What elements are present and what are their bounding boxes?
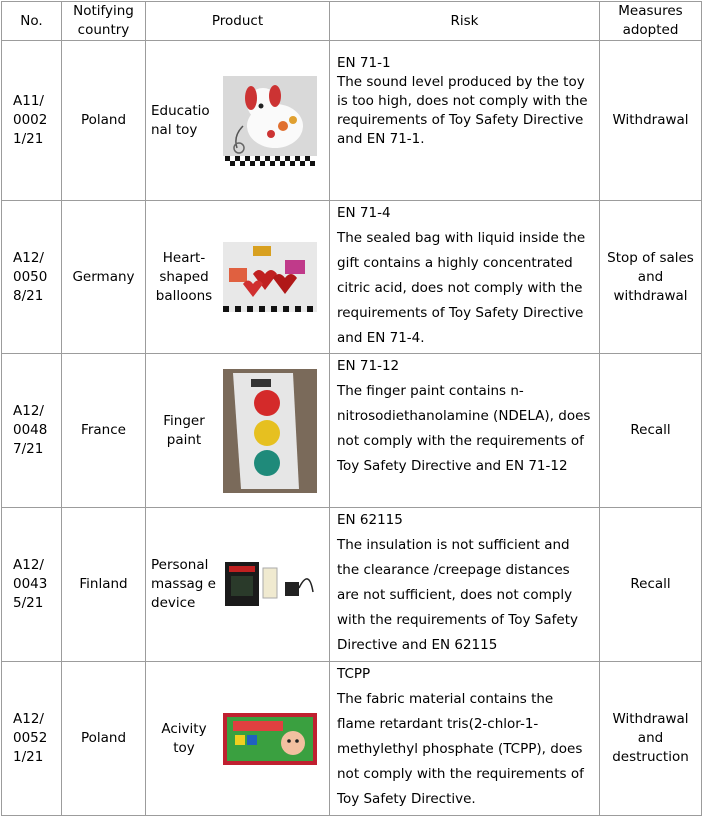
risk-cell	[330, 508, 600, 662]
table-row	[2, 508, 702, 662]
notifying-country: France	[62, 354, 146, 508]
risk-text: The fabric material contains the flame retardant tris(2-chlor-1-methylethyl phosphate (TCPP), does not comply with the requirements of Toy Safety Directive.	[337, 691, 584, 807]
notification-number: A12/ 0048 7/21	[2, 354, 62, 508]
risk-code: EN 71-4	[337, 205, 391, 221]
risk-code: EN 62115	[337, 512, 403, 528]
product-cell	[146, 508, 330, 662]
risk-text: The finger paint contains n-nitrosodiethanolamine (NDELA), does not comply with the requirements of Toy Safety Directive and EN 71-12	[337, 383, 591, 474]
product-cell	[146, 662, 330, 816]
table-row	[2, 354, 702, 508]
heart-balloons-image	[223, 242, 317, 312]
massage-device-image	[223, 560, 317, 610]
measures-adopted: Withdrawal	[600, 41, 702, 201]
notifying-country: Germany	[62, 201, 146, 354]
measures-adopted: Recall	[600, 508, 702, 662]
header-row	[2, 2, 702, 41]
notifying-country: Poland	[62, 41, 146, 201]
measures-adopted: Stop of sales and withdrawal	[600, 201, 702, 354]
header-country: Notifying country	[62, 2, 146, 41]
measures-adopted: Withdrawal and destruction	[600, 662, 702, 816]
risk-text: The sealed bag with liquid inside the gift contains a highly concentrated citric acid, does not comply with the requirements of Toy Safety Directive and EN 71-4.	[337, 230, 586, 346]
finger-paint-image	[223, 369, 317, 493]
measures-adopted: Recall	[600, 354, 702, 508]
product-name: Personal massag e device	[151, 557, 216, 611]
risk-code: EN 71-12	[337, 358, 400, 374]
product-cell	[146, 201, 330, 354]
table-row	[2, 41, 702, 201]
risk-cell	[330, 201, 600, 354]
product-cell	[146, 41, 330, 201]
recalls-table	[1, 1, 702, 816]
risk-cell	[330, 354, 600, 508]
notifying-country: Finland	[62, 508, 146, 662]
risk-code: EN 71-1	[337, 55, 391, 71]
table-row	[2, 662, 702, 816]
notification-number: A12/ 0052 1/21	[2, 662, 62, 816]
header-product: Product	[146, 2, 330, 41]
header-no: No.	[2, 2, 62, 41]
table-row	[2, 201, 702, 354]
toy-dog-image	[223, 76, 317, 166]
product-name: Educatio nal toy	[151, 102, 210, 138]
activity-toy-image	[223, 713, 317, 765]
notification-number: A12/ 0043 5/21	[2, 508, 62, 662]
header-measures: Measures adopted	[600, 2, 702, 41]
notification-number: A11/ 0002 1/21	[2, 41, 62, 201]
risk-cell	[330, 41, 600, 201]
risk-code: TCPP	[337, 666, 371, 682]
notifying-country: Poland	[62, 662, 146, 816]
notification-number: A12/ 0050 8/21	[2, 201, 62, 354]
risk-text: The insulation is not sufficient and the clearance /creepage distances are not sufficient, does not comply with the requirements of Toy Safety Directive and EN 62115	[337, 537, 578, 653]
product-name: Heart-shaped balloons	[155, 249, 213, 304]
risk-cell	[330, 662, 600, 816]
header-risk: Risk	[330, 2, 600, 41]
risk-text: The sound level produced by the toy is too high, does not comply with the requirements of Toy Safety Directive and EN 71-1.	[337, 74, 588, 147]
product-cell	[146, 354, 330, 508]
product-name: Acivity toy	[161, 720, 207, 756]
product-name: Finger paint	[163, 412, 205, 448]
